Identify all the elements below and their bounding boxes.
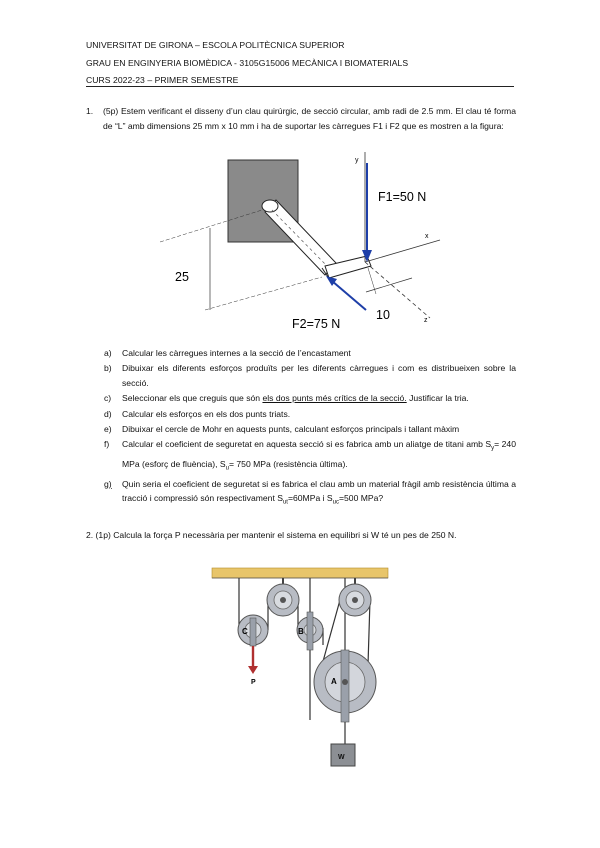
weight-w (331, 744, 355, 766)
item-c-label: c) (104, 393, 112, 404)
item-g-text-mid: =60MPa i S (287, 493, 333, 504)
question-1-intro (86, 104, 516, 134)
item-d-label: d) (104, 408, 112, 419)
pulley-top-center (267, 584, 299, 616)
item-g (104, 477, 516, 511)
item-c-text-before: Seleccionar els que creguis que són (122, 393, 263, 404)
force-f1-label: F1=50 N (378, 190, 427, 204)
item-f-text-after: = 750 MPa (resistència última). (229, 458, 348, 469)
pulley-a (314, 650, 376, 722)
weight-w-label: W (338, 754, 345, 761)
question-1-number: 1. (86, 106, 94, 116)
pulley-figure (205, 565, 395, 775)
header-institution: UNIVERSITAT DE GIRONA – ESCOLA POLITÈCNICA SUPERIOR (86, 40, 345, 50)
nail-figure (150, 150, 450, 335)
force-f2-label: F2=75 N (292, 317, 341, 331)
item-c (104, 391, 516, 405)
header-course: GRAU EN ENGINYERIA BIOMÈDICA - 3105G15006 MECÀNICA I BIOMATERIALS (86, 58, 409, 68)
question-1-text: (5p) Estem verificant el disseny d’un clau quirúrgic, de secció circular, amb radi de 2.5 mm. El clau té forma de “L” amb dimensions 25 mm x 10 mm i ha de suportar les càrregues F1 i F2 que es mostren a la figura: (103, 106, 516, 131)
item-b-text: Dibuixar els diferents esforços produïts per les diferents càrregues i com es distribueixen sobre la secció. (122, 363, 516, 388)
ceiling (212, 568, 388, 578)
item-e (104, 422, 516, 436)
pulley-b (297, 612, 323, 650)
item-f (104, 437, 516, 475)
item-b-label: b) (104, 363, 112, 374)
item-b (104, 361, 516, 390)
dimension-10-label: 10 (376, 308, 390, 322)
z-axis-label: z (424, 317, 428, 324)
item-g-sub1: ut (282, 499, 288, 506)
item-d (104, 407, 516, 421)
pulley-c-label: C (242, 627, 248, 636)
item-c-text-after: Justificar la tria. (406, 393, 469, 404)
x-axis-label: x (425, 233, 429, 240)
item-f-text-before: Calcular el coeficient de seguretat en aquesta secció si es fabrica amb un aliatge de titani amb S (122, 439, 492, 450)
pulley-a-label: A (331, 677, 337, 686)
item-a-label: a) (104, 348, 112, 358)
item-e-label: e) (104, 424, 112, 435)
y-axis-label: y (355, 157, 359, 164)
header-divider (86, 86, 514, 87)
item-g-text-before: Quin seria el coeficient de seguretat si es fabrica el clau amb un material fràgil amb resistència última a tracció i compressió són respectivament S (122, 478, 516, 504)
force-f2-arrow (332, 281, 366, 310)
question-2-text: 2. (1p) Calcula la força P necessària per mantenir el sistema en equilibri si W té un pes de 250 N. (86, 530, 457, 540)
force-p-label: P (251, 679, 256, 686)
pulley-b-label: B (298, 627, 304, 636)
item-f-sub1: y (491, 446, 495, 453)
item-g-label: g) (104, 478, 112, 489)
item-c-text-underlined: els dos punts més crítics de la secció. (262, 393, 407, 404)
pulley-c (238, 615, 268, 646)
item-d-text: Calcular els esforços en els dos punts triats. (122, 408, 291, 419)
item-e-text: Dibuixar el cercle de Mohr en aquests punts, calculant esforços principals i tallant màxim (122, 424, 460, 435)
item-f-text-mid: = 240 MPa (esforç de fluència), S (122, 439, 516, 469)
pulley-top-right (339, 584, 371, 616)
dimension-25-label: 25 (175, 270, 189, 284)
item-a (104, 346, 516, 360)
item-a-text: Calcular les càrregues internes a la secció de l’encastament (122, 348, 351, 358)
x-axis (365, 240, 440, 262)
item-g-text-after: =500 MPa? (339, 493, 384, 504)
header-semester: CURS 2022-23 – PRIMER SEMESTRE (86, 75, 239, 85)
item-f-label: f) (104, 439, 110, 450)
item-g-sub2: uc (332, 499, 339, 506)
item-f-sub2: u (225, 465, 229, 472)
dimension-10-line (366, 278, 412, 292)
question-1-items (104, 346, 516, 511)
